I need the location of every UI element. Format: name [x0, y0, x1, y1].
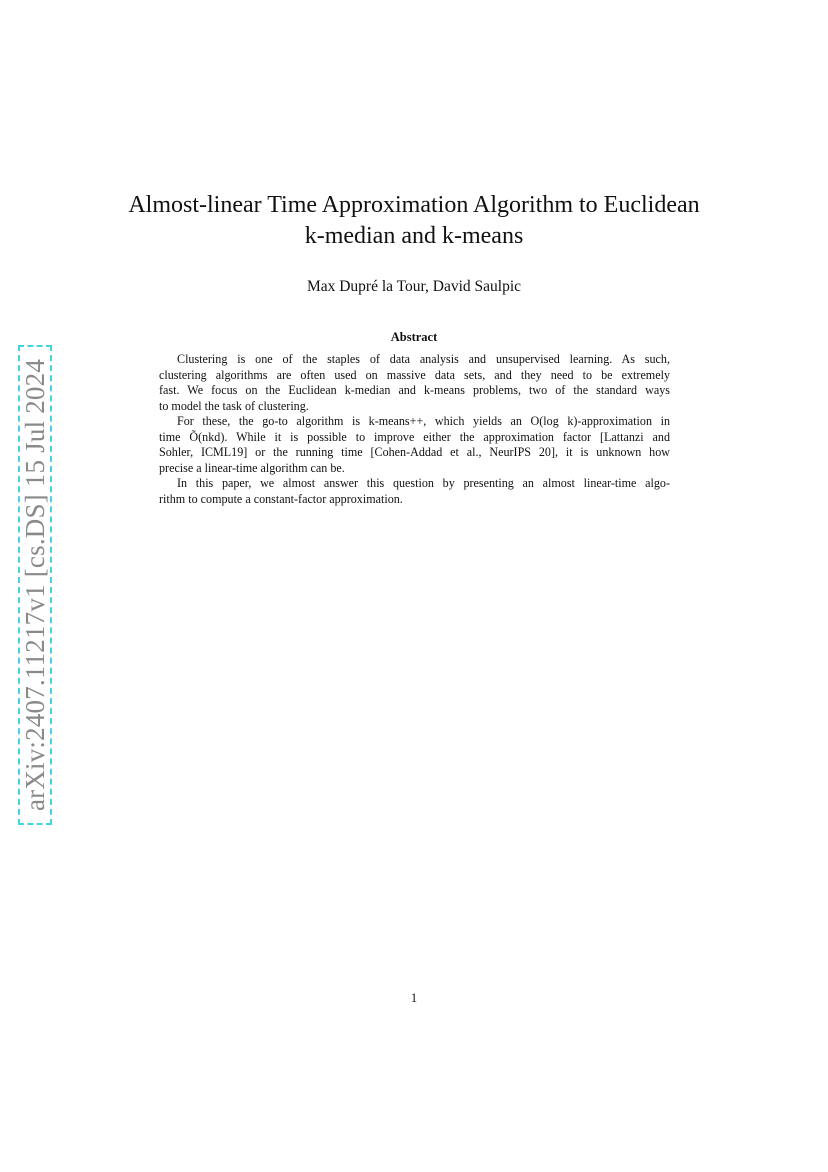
abstract-heading: Abstract [390, 330, 438, 344]
paper-title-line-1: Almost-linear Time Approximation Algorithm to Euclidean [128, 192, 700, 218]
abstract-line: rithm to compute a constant-factor approximation. [159, 491, 403, 506]
abstract-line: Clustering is one of the staples of data analysis and unsupervised learning. As such, [177, 352, 670, 366]
arxiv-identifier-stamp [18, 345, 52, 825]
paper-title [80, 190, 748, 252]
abstract-line: precise a linear-time algorithm can be. [159, 460, 345, 475]
abstract-line: time Õ(nkd). While it is possible to improve either the approximation factor [Lattanzi and [159, 429, 670, 444]
page-number: 1 [410, 991, 418, 1005]
abstract-line: to model the task of clustering. [159, 398, 309, 413]
abstract-line: Sohler, ICML19] or the running time [Cohen-Addad et al., NeurIPS 20], it is unknown how [159, 445, 670, 459]
abstract-body [159, 352, 670, 507]
abstract-line: In this paper, we almost answer this question by presenting an almost linear-time algo- [177, 476, 670, 490]
abstract-line: clustering algorithms are often used on massive data sets, and they need to be extremely [159, 367, 670, 382]
paper-title-line-2: k-median and k-means [304, 223, 524, 249]
paper-authors: Max Dupré la Tour, David Saulpic [306, 278, 522, 295]
abstract-line: fast. We focus on the Euclidean k-median and k-means problems, two of the standard ways [159, 383, 670, 397]
arxiv-identifier-text: arXiv:2407.11217v1 [cs.DS] 15 Jul 2024 [20, 358, 50, 812]
abstract-line: For these, the go-to algorithm is k-means++, which yields an O(log k)-approximation in [177, 414, 670, 428]
